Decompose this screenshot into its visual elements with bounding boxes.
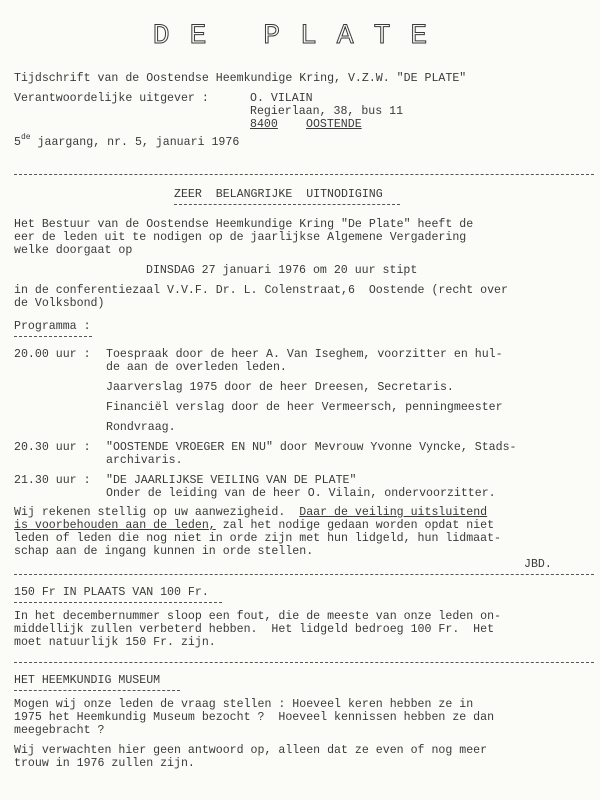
programme-item: "DE JAARLIJKSE VEILING VAN DE PLATE" [106, 474, 357, 487]
venue-line: de Volksbond) [14, 297, 105, 310]
closing-line [14, 519, 494, 533]
invitation-heading: ZEER BELANGRIJKE UITNODIGING [174, 188, 383, 201]
closing-emphasis: is voorbehouden aan de leden, [14, 519, 216, 532]
programme-time: 20.30 uur : [14, 441, 91, 454]
museum-line: meegebracht ? [14, 724, 105, 737]
intro-line: Het Bestuur van de Oostendse Heemkundige Kring "De Plate" heeft de [14, 218, 474, 231]
programme-label: Programma : [14, 320, 91, 333]
programme-item: Onder de leiding van de heer O. Vilain, ondervoorzitter. [106, 487, 496, 500]
divider [14, 174, 594, 175]
edition-number: 5 [14, 136, 21, 149]
closing-line: leden of leden die nog niet in orde zijn met hun lidgeld, hun lidmaat- [14, 532, 502, 545]
heading-underline [174, 204, 400, 205]
programme-item: de aan de overleden leden. [106, 361, 287, 374]
programme-item: archivaris. [106, 454, 183, 467]
publisher-label: Verantwoordelijke uitgever : [14, 92, 209, 105]
programme-time: 21.30 uur : [14, 474, 91, 487]
museum-heading-underline [14, 690, 180, 691]
museum-line: Mogen wij onze leden de vraag stellen : Hoeveel keren hebben ze in [14, 698, 474, 711]
publisher-street: Regierlaan, 38, bus 11 [250, 105, 404, 118]
programme-item: Jaarverslag 1975 door de heer Dreesen, Secretaris. [106, 381, 454, 394]
publisher-postcode: 8400 [250, 118, 278, 131]
edition-superscript: de [20, 133, 31, 142]
fee-line: middellijk zullen verbeterd hebben. Het lidgeld bedroeg 100 Fr. Het [14, 623, 495, 636]
intro-line: welke doorgaat op [14, 244, 133, 257]
fee-line: moet natuurlijk 150 Fr. zijn. [14, 636, 216, 649]
signature: JBD. [524, 558, 552, 571]
museum-heading: HET HEEMKUNDIG MUSEUM [14, 674, 161, 687]
intro-line: eer de leden uit te nodigen op de jaarlijkse Algemene Vergadering [14, 231, 467, 244]
programme-item: Rondvraag. [106, 421, 176, 434]
header-line: Tijdschrift van de Oostendse Heemkundige Kring, V.Z.W. "DE PLATE" [14, 72, 467, 85]
museum-line: 1975 het Heemkundig Museum bezocht ? Hoeveel kennissen hebben ze dan [14, 711, 495, 724]
divider [14, 574, 594, 575]
programme-item: "OOSTENDE VROEGER EN NU" door Mevrouw Yvonne Vyncke, Stads- [106, 441, 517, 454]
venue-line: in de conferentiezaal V.V.F. Dr. L. Colenstraat,6 Oostende (recht over [14, 284, 508, 297]
meeting-date: DINSDAG 27 januari 1976 om 20 uur stipt [146, 264, 418, 277]
programme-item: Toespraak door de heer A. Van Iseghem, voorzitter en hul- [106, 348, 503, 361]
programme-underline [14, 336, 92, 337]
publisher-name: O. VILAIN [250, 92, 313, 105]
edition-line [14, 133, 240, 150]
closing-line: schap aan de ingang kunnen in orde stellen. [14, 545, 314, 558]
divider [14, 662, 594, 663]
programme-time: 20.00 uur : [14, 348, 91, 361]
museum-line: trouw in 1976 zullen zijn. [14, 757, 195, 770]
programme-item: Financiël verslag door de heer Vermeersch, penningmeester [106, 401, 503, 414]
closing-emphasis: Daar de veiling uitsluitend [299, 506, 488, 519]
closing-line [14, 506, 487, 520]
fee-heading-underline [14, 602, 222, 603]
publisher-city: OOSTENDE [306, 118, 362, 131]
closing-text: Wij rekenen stellig op uw aanwezigheid. [14, 506, 300, 519]
closing-text: zal het nodige gedaan worden opdat niet [215, 519, 495, 532]
fee-heading: 150 Fr IN PLAATS VAN 100 Fr. [14, 586, 209, 599]
masthead-title: DE PLATE [152, 21, 448, 52]
fee-line: In het decembernummer sloop een fout, die de meeste van onze leden on- [14, 610, 502, 623]
museum-line: Wij verwachten hier geen antwoord op, alleen dat ze even of nog meer [14, 744, 488, 757]
edition-text: jaargang, nr. 5, januari 1976 [30, 136, 240, 149]
